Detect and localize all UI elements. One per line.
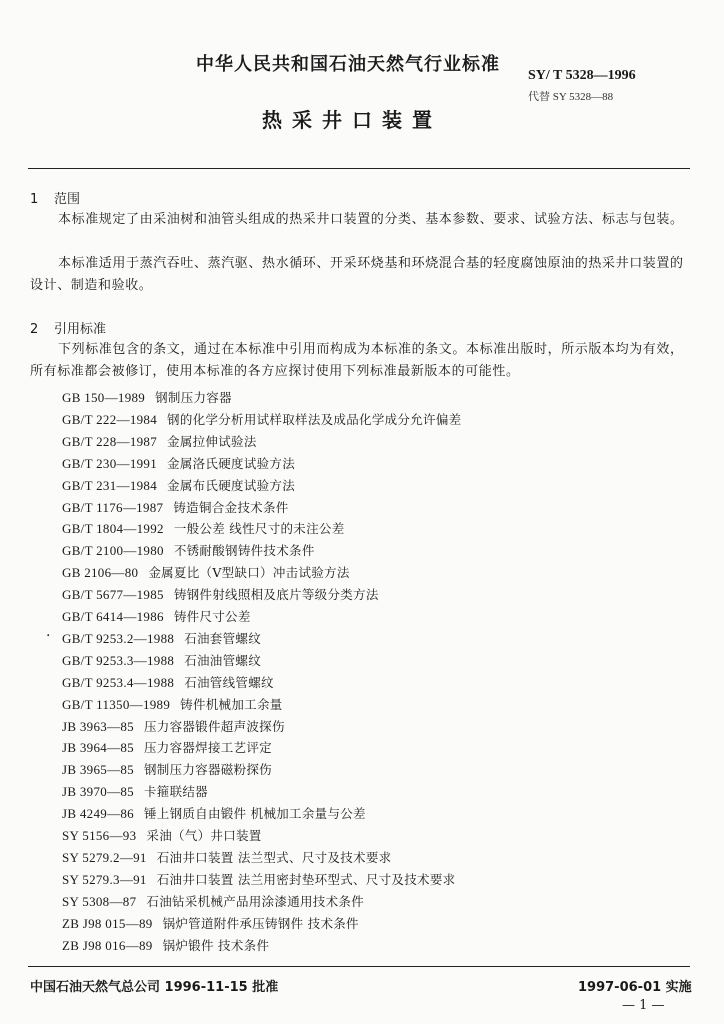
reference-title: 压力容器焊接工艺评定 [143,740,272,756]
header-divider [28,168,690,169]
reference-item [62,914,359,932]
reference-title: 金属拉伸试验法 [167,433,257,449]
scope-paragraph-1: 本标准规定了由采油树和油管头组成的热采井口装置的分类、基本参数、要求、试验方法、标志与包装。 [58,212,684,227]
reference-title: 石油井口装置 法兰型式、尺寸及技术要求 [156,849,392,865]
section-title: 范围 [54,192,81,207]
reference-item [62,848,391,866]
reference-title: 锅炉管道附件承压铸钢件 技术条件 [162,915,359,931]
reference-code: GB/T 6414—1986 [62,609,164,624]
reference-title: 石油钻采机械产品用涂漆通用技术条件 [146,893,364,909]
reference-title: 钢的化学分析用试样取样法及成品化学成分允许偏差 [167,411,462,427]
section-number: 2 [30,322,39,337]
reference-item [62,498,289,516]
replaces-standard: 代替 SY 5328—88 [528,91,614,103]
reference-code: JB 4249—86 [62,806,134,822]
reference-code: GB/T 9253.4—1988 [62,674,175,690]
reference-item [62,454,295,472]
reference-item [62,410,461,428]
reference-item [62,563,350,581]
reference-item [62,607,251,625]
reference-code: GB/T 1804—1992 [62,521,164,537]
reference-title: 一般公差 线性尺寸的未注公差 [173,521,345,537]
reference-code: ZB J98 016—89 [62,937,153,953]
reference-item [62,476,295,494]
reference-item [62,388,232,406]
reference-title: 石油井口装置 法兰用密封垫环型式、尺寸及技术要求 [156,871,456,887]
reference-title: 采油（气）井口装置 [146,828,262,843]
reference-item [62,804,366,822]
reference-title: 石油管线管螺纹 [184,674,274,690]
reference-item [62,432,257,450]
reference-item [62,585,379,603]
reference-title: 石油油管螺纹 [184,652,261,668]
reference-code: GB/T 228—1987 [62,433,158,449]
reference-code: JB 3970—85 [62,784,134,800]
reference-title: 铸件尺寸公差 [173,609,251,624]
scope-paragraph-2: 本标准适用于蒸汽吞吐、蒸汽驱、热水循环、开采环烧基和环烧混合基的轻度腐蚀原油的热采井口装置的设计、制造和验收。 [30,256,684,293]
reference-code: GB/T 2100—1980 [62,543,164,559]
standard-code: SY/ T 5328—1996 [528,68,636,83]
reference-item [62,760,272,778]
reference-item [62,519,345,537]
reference-title: 铸件机械加工余量 [180,696,283,712]
reference-item [62,782,208,800]
stray-mark: · [46,628,51,644]
reference-title: 钢制压力容器磁粉探伤 [143,762,272,778]
reference-title: 铸造铜合金技术条件 [173,499,289,515]
reference-code: GB/T 230—1991 [62,455,158,471]
reference-code: JB 3964—85 [62,740,134,756]
reference-item [62,826,262,844]
section-number: 1 [30,192,39,207]
reference-code: GB 150—1989 [62,390,146,405]
reference-title: 金属布氏硬度试验方法 [167,477,296,493]
reference-title: 不锈耐酸钢铸件技术条件 [173,543,315,559]
reference-code: SY 5156—93 [62,828,137,843]
reference-item [62,695,283,713]
section-1-heading [30,188,80,207]
reference-item [62,717,285,735]
reference-item [62,651,261,669]
reference-item [62,629,261,647]
reference-code: JB 3963—85 [62,718,134,734]
footer-divider [28,966,690,967]
reference-code: SY 5279.3—91 [62,871,147,887]
reference-title: 卡箍联结器 [143,784,208,800]
reference-item [62,892,364,910]
page-number: — 1 — [622,998,665,1013]
reference-title: 金属夏比（V型缺口）冲击试验方法 [148,565,350,581]
section-2-heading [30,318,106,337]
reference-title: 金属洛氏硬度试验方法 [167,455,296,471]
approval-statement: 中国石油天然气总公司 1996-11-15 批准 [30,980,279,995]
reference-code: SY 5308—87 [62,893,137,909]
reference-code: GB 2106—80 [62,565,139,581]
reference-title: 压力容器锻件超声波探伤 [143,718,285,734]
reference-code: GB/T 231—1984 [62,477,158,493]
document-title: 热采井口装置 [262,108,442,132]
reference-item [62,541,315,559]
reference-title: 铸钢件射线照相及底片等级分类方法 [173,587,379,603]
reference-item [62,738,272,756]
reference-title: 石油套管螺纹 [184,630,261,646]
reference-code: GB/T 9253.2—1988 [62,630,175,646]
reference-item [62,673,274,691]
reference-code: GB/T 5677—1985 [62,587,164,603]
reference-code: GB/T 222—1984 [62,411,158,427]
reference-title: 钢制压力容器 [155,390,232,405]
reference-code: SY 5279.2—91 [62,849,147,865]
implementation-date: 1997-06-01 实施 [578,980,692,995]
reference-title: 锤上钢质自由锻件 机械加工余量与公差 [143,806,366,822]
reference-code: GB/T 9253.3—1988 [62,652,175,668]
reference-code: GB/T 1176—1987 [62,499,164,515]
reference-item [62,936,269,954]
section-title: 引用标准 [54,322,107,337]
reference-code: GB/T 11350—1989 [62,696,171,712]
reference-code: ZB J98 015—89 [62,915,153,931]
reference-title: 锅炉锻件 技术条件 [162,937,270,953]
industry-standard-heading: 中华人民共和国石油天然气行业标准 [196,54,500,75]
reference-item [62,870,455,888]
normative-references-intro: 下列标准包含的条文，通过在本标准中引用而构成为本标准的条文。本标准出版时，所示版本均为有效，所有标准都会被修订，使用本标准的各方应探讨使用下列标准最新版本的可能性。 [30,342,684,379]
reference-code: JB 3965—85 [62,762,134,778]
